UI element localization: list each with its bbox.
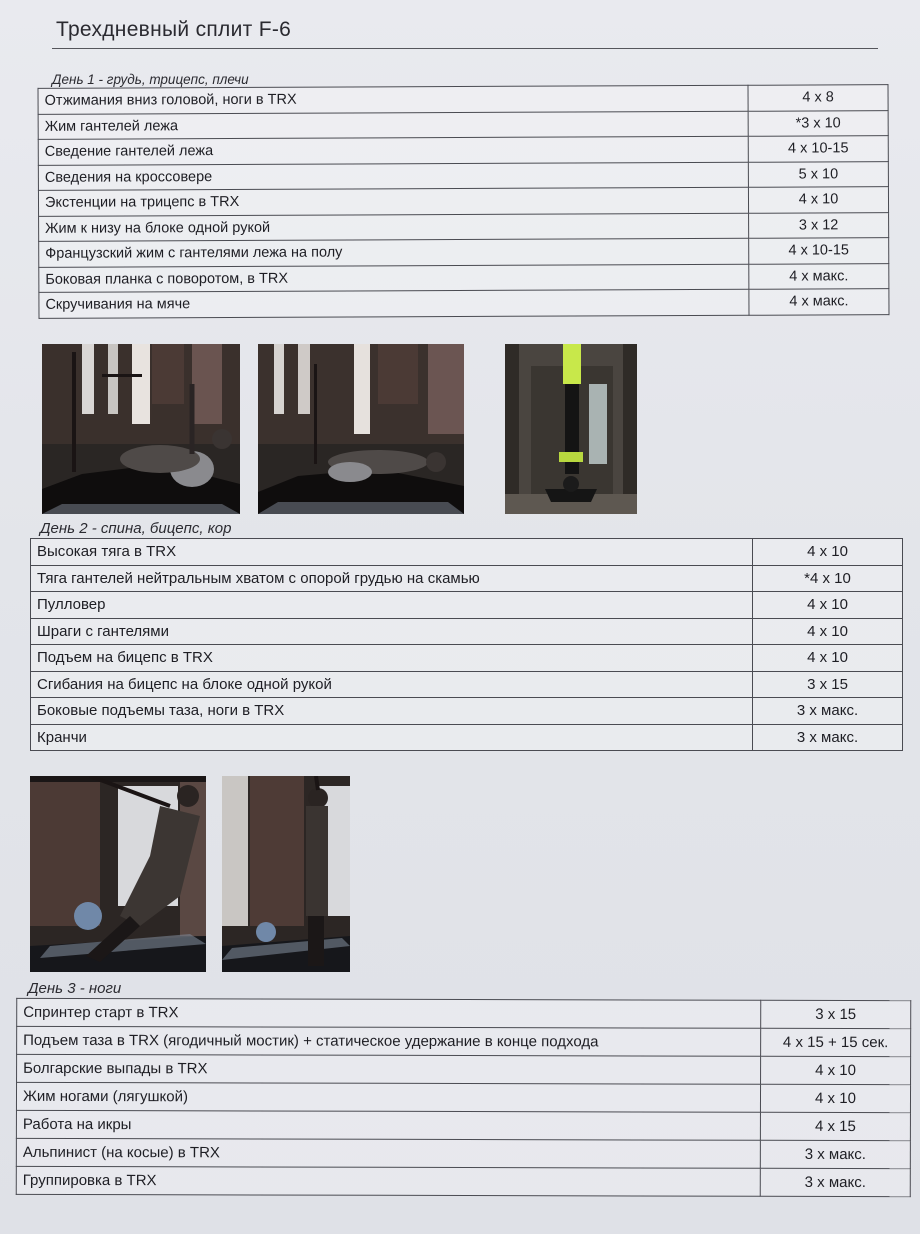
table-row	[31, 671, 903, 698]
table-row	[38, 136, 888, 165]
sets-reps: 4 x 10	[753, 618, 903, 645]
table-row	[31, 592, 903, 619]
day-1-heading: День 1 - грудь, трицепс, плечи	[52, 72, 249, 87]
sets-reps: 4 x 10	[753, 645, 903, 672]
sets-reps: 5 x 10	[748, 161, 888, 187]
exercise-name: Жим к низу на блоке одной рукой	[39, 213, 749, 242]
day-3-heading: День 3 - ноги	[28, 980, 122, 997]
exercise-name: Экстенции на трицепс в TRX	[38, 187, 748, 216]
sets-reps: 3 x макс.	[753, 698, 903, 725]
exercise-name: Жим ногами (лягушкой)	[16, 1082, 760, 1112]
sets-reps: 4 x 15 + 15 сек.	[761, 1028, 911, 1056]
table-row	[38, 161, 888, 190]
photo-trx-pike-pushup	[505, 344, 637, 514]
day-2-table	[30, 538, 903, 751]
table-row	[31, 698, 903, 725]
exercise-name: Скручивания на мяче	[39, 289, 749, 318]
exercise-name: Боковая планка с поворотом, в TRX	[39, 264, 749, 293]
sets-reps: *3 x 10	[748, 110, 888, 136]
photo-side-plank-rotation-2	[258, 344, 464, 514]
table-row	[38, 187, 888, 216]
sets-reps: 4 x 10	[761, 1056, 911, 1084]
table-row	[16, 1110, 910, 1140]
exercise-name: Сгибания на бицепс на блоке одной рукой	[31, 671, 753, 698]
title-underline	[52, 48, 878, 49]
exercise-name: Подъем на бицепс в TRX	[31, 645, 753, 672]
sets-reps: 3 x макс.	[760, 1140, 910, 1168]
exercise-name: Сведения на кроссовере	[38, 162, 748, 191]
table-row	[38, 85, 888, 114]
table-row	[31, 645, 903, 672]
sets-reps: 3 x макс.	[753, 724, 903, 751]
exercise-name: Боковые подъемы таза, ноги в TRX	[31, 698, 753, 725]
sets-reps: 4 x 10-15	[748, 136, 888, 162]
exercise-name: Группировка в TRX	[16, 1166, 760, 1196]
table-row	[16, 1138, 910, 1168]
exercise-name: Спринтер старт в TRX	[17, 998, 761, 1028]
exercise-name: Французский жим с гантелями лежа на полу	[39, 238, 749, 267]
table-row	[31, 618, 903, 645]
sets-reps: 3 x 12	[749, 212, 889, 238]
table-row	[38, 110, 888, 139]
table-row	[17, 1054, 911, 1084]
day-1-table	[38, 84, 890, 318]
day-2-heading: День 2 - спина, бицепс, кор	[40, 520, 232, 537]
exercise-name: Подъем таза в TRX (ягодичный мостик) + статическое удержание в конце подхода	[17, 1026, 761, 1056]
sets-reps: 4 x 15	[760, 1112, 910, 1140]
exercise-name: Тяга гантелей нейтральным хватом с опорой грудью на скамью	[31, 565, 753, 592]
day-3-table	[16, 998, 912, 1197]
table-row	[16, 1166, 910, 1196]
table-row	[17, 998, 911, 1028]
sets-reps: 4 x 8	[748, 85, 888, 111]
exercise-name: Шраги с гантелями	[31, 618, 753, 645]
table-row	[31, 539, 903, 566]
sets-reps: 4 x макс.	[749, 289, 889, 315]
exercise-name: Болгарские выпады в TRX	[17, 1054, 761, 1084]
exercise-name: Пулловер	[31, 592, 753, 619]
sets-reps: 4 x 10	[753, 539, 903, 566]
exercise-name: Отжимания вниз головой, ноги в TRX	[38, 85, 748, 114]
photo-trx-high-row-2	[222, 776, 350, 972]
table-row	[39, 289, 889, 318]
table-row	[17, 1026, 911, 1056]
exercise-name: Жим гантелей лежа	[38, 111, 748, 140]
sets-reps: 4 x 10	[753, 592, 903, 619]
table-row	[31, 565, 903, 592]
photo-trx-high-row-1	[30, 776, 206, 972]
exercise-name: Сведение гантелей лежа	[38, 136, 748, 165]
sets-reps: 4 x 10	[748, 187, 888, 213]
photo-side-plank-rotation-1	[42, 344, 240, 514]
document-title: Трехдневный сплит F-6	[56, 18, 292, 41]
table-row	[39, 238, 889, 267]
exercise-name: Кранчи	[31, 724, 753, 751]
table-row	[39, 263, 889, 292]
table-row	[39, 212, 889, 241]
table-row	[31, 724, 903, 751]
exercise-name: Работа на икры	[16, 1110, 760, 1140]
sets-reps: 3 x макс.	[760, 1168, 910, 1196]
sets-reps: 4 x 10	[760, 1084, 910, 1112]
sets-reps: 3 x 15	[761, 1000, 911, 1028]
sets-reps: *4 x 10	[753, 565, 903, 592]
sets-reps: 4 x макс.	[749, 263, 889, 289]
sets-reps: 4 x 10-15	[749, 238, 889, 264]
sets-reps: 3 x 15	[753, 671, 903, 698]
exercise-name: Высокая тяга в TRX	[31, 539, 753, 566]
exercise-name: Альпинист (на косые) в TRX	[16, 1138, 760, 1168]
table-row	[16, 1082, 910, 1112]
